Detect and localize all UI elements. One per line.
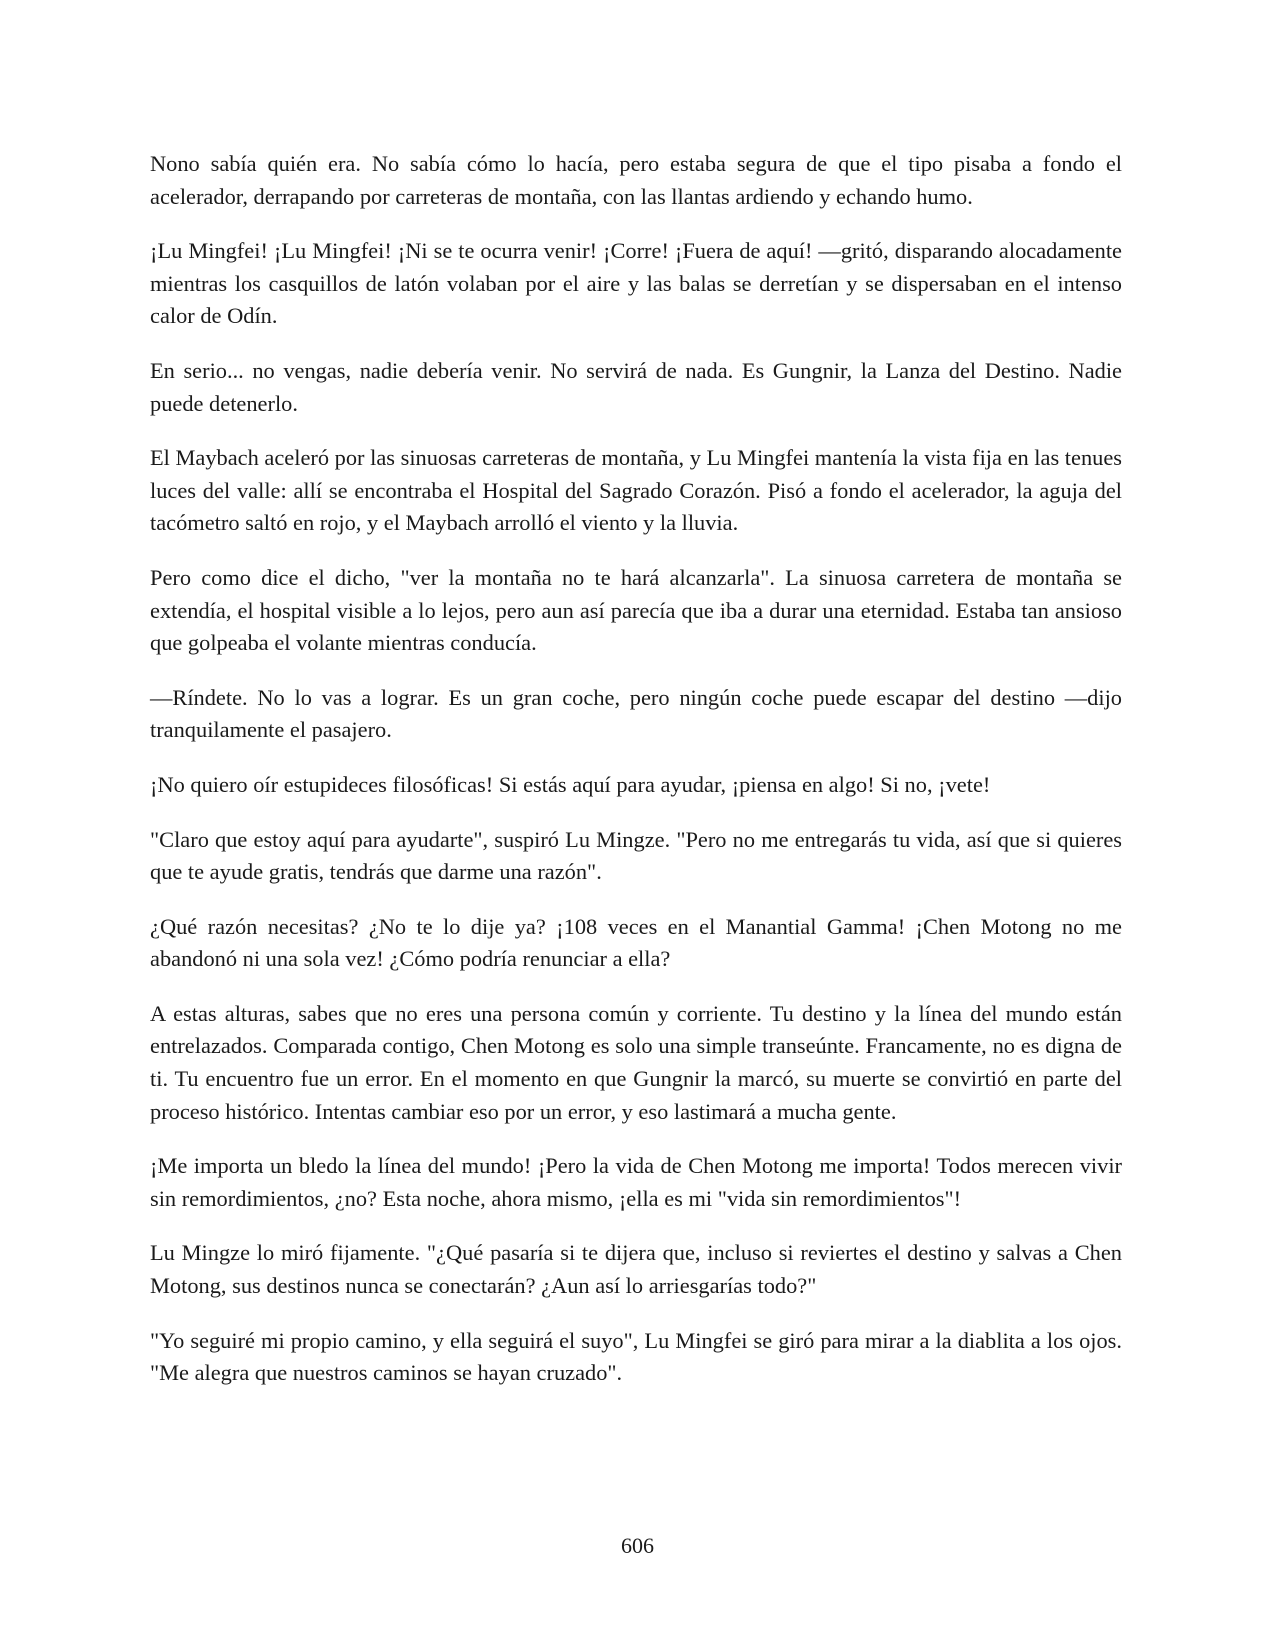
- paragraph-13: "Yo seguiré mi propio camino, y ella seguirá el suyo", Lu Mingfei se giró para mirar a la diablita a los ojos. "Me alegra que nuestros caminos se hayan cruzado".: [150, 1327, 1122, 1386]
- paragraph-11: ¡Me importa un bledo la línea del mundo! ¡Pero la vida de Chen Motong me importa! Todos merecen vivir sin remordimientos, ¿no? Esta noche, ahora mismo, ¡ella es mi "vida sin remordimientos"!: [150, 1153, 1122, 1211]
- paragraph-12: Lu Mingze lo miró fijamente. "¿Qué pasaría si te dijera que, incluso si reviertes el destino y salvas a Chen Motong, sus destinos nunca se conectarán? ¿Aun así lo arriesgarías todo?": [150, 1240, 1122, 1299]
- paragraph-10: A estas alturas, sabes que no eres una persona común y corriente. Tu destino y la línea del mundo están entrelazados. Comparada contigo, Chen Motong es solo una simple transeúnte. Francamente, no es digna de ti. Tu encuentro fue un error. En el momento en que Gungnir la marcó, su muerte se convirtió en parte del proceso histórico. Intentas cambiar eso por un error, y eso lastimará a mucha gente.: [150, 1000, 1122, 1124]
- paragraph-2: ¡Lu Mingfei! ¡Lu Mingfei! ¡Ni se te ocurra venir! ¡Corre! ¡Fuera de aquí! —gritó, disparando alocadamente mientras los casquillos de latón volaban por el aire y las balas se derretían y se dispersaban en el intenso calor de Odín.: [150, 238, 1122, 329]
- paragraph-1: Nono sabía quién era. No sabía cómo lo hacía, pero estaba segura de que el tipo pisaba a fondo el acelerador, derrapando por carreteras de montaña, con las llantas ardiendo y echando humo.: [150, 151, 1122, 209]
- paragraph-7: ¡No quiero oír estupideces filosóficas! Si estás aquí para ayudar, ¡piensa en algo! Si no, ¡vete!: [150, 771, 991, 797]
- paragraph-3: En serio... no vengas, nadie debería venir. No servirá de nada. Es Gungnir, la Lanza del Destino. Nadie puede detenerlo.: [150, 357, 1122, 416]
- paragraph-4: El Maybach aceleró por las sinuosas carreteras de montaña, y Lu Mingfei mantenía la vista fija en las tenues luces del valle: allí se encontraba el Hospital del Sagrado Corazón. Pisó a fondo el acelerador, la aguja del tacómetro saltó en rojo, y el Maybach arrolló el viento y la lluvia.: [150, 445, 1122, 536]
- paragraph-9: ¿Qué razón necesitas? ¿No te lo dije ya? ¡108 veces en el Manantial Gamma! ¡Chen Motong no me abandonó ni una sola vez! ¿Cómo podría renunciar a ella?: [150, 913, 1122, 972]
- page-number: 606: [621, 1533, 654, 1558]
- paragraph-8: "Claro que estoy aquí para ayudarte", suspiró Lu Mingze. "Pero no me entregarás tu vida, así que si quieres que te ayude gratis, tendrás que darme una razón".: [150, 826, 1122, 885]
- paragraph-5: Pero como dice el dicho, "ver la montaña no te hará alcanzarla". La sinuosa carretera de montaña se extendía, el hospital visible a lo lejos, pero aun así parecía que iba a durar una eternidad. Estaba tan ansioso que golpeaba el volante mientras conducía.: [150, 564, 1122, 656]
- body-text: [150, 148, 1122, 1412]
- paragraph-6: —Ríndete. No lo vas a lograr. Es un gran coche, pero ningún coche puede escapar del destino —dijo tranquilamente el pasajero.: [150, 684, 1122, 743]
